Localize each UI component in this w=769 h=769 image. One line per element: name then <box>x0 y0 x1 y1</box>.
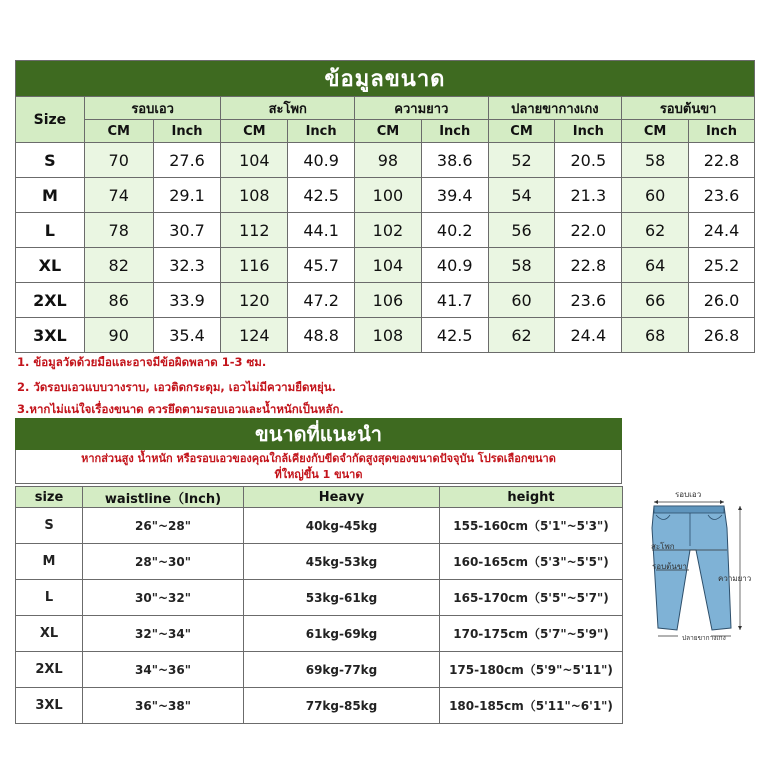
size-row <box>16 248 755 283</box>
rec-size: XL <box>16 616 83 652</box>
value-cm: 60 <box>622 178 689 213</box>
recommend-advice-line2: ที่ใหญ่ขึ้น 1 ขนาด <box>274 468 363 481</box>
value-inch: 22.0 <box>555 213 622 248</box>
value-cm: 66 <box>622 283 689 318</box>
size-row <box>16 178 755 213</box>
rec-height: 175-180cm（5'9"~5'11") <box>440 652 623 688</box>
value-inch: 22.8 <box>555 248 622 283</box>
value-inch: 42.5 <box>421 318 488 353</box>
diagram-label-waist: รอบเอว <box>675 490 702 499</box>
size-chart-rows <box>16 143 755 353</box>
unit-header-inch: Inch <box>288 120 355 143</box>
note-choose-by-waist: 3.หากไม่แน่ใจเรื่องขนาด ควรยึดตามรอบเอวและน้ำหนักเป็นหลัก. <box>17 402 344 416</box>
value-cm: 62 <box>622 213 689 248</box>
value-cm: 120 <box>221 283 288 318</box>
rec-weight: 61kg-69kg <box>244 616 440 652</box>
value-cm: 58 <box>488 248 555 283</box>
value-inch: 24.4 <box>689 213 755 248</box>
rec-height: 170-175cm（5'7"~5'9") <box>440 616 623 652</box>
value-inch: 42.5 <box>288 178 355 213</box>
size-chart-title: ข้อมูลขนาด <box>16 61 755 97</box>
rec-waistline: 36"~38" <box>83 688 244 724</box>
value-cm: 60 <box>488 283 555 318</box>
group-header-hem: ปลายขากางเกง <box>488 97 622 120</box>
unit-header-cm: CM <box>355 120 422 143</box>
size-row <box>16 213 755 248</box>
value-inch: 22.8 <box>689 143 755 178</box>
value-inch: 23.6 <box>555 283 622 318</box>
group-header-thigh: รอบต้นขา <box>622 97 755 120</box>
unit-header-cm: CM <box>221 120 288 143</box>
value-cm: 116 <box>221 248 288 283</box>
rec-height: 180-185cm（5'11"~6'1") <box>440 688 623 724</box>
value-inch: 41.7 <box>421 283 488 318</box>
value-cm: 112 <box>221 213 288 248</box>
rec-size: 3XL <box>16 688 83 724</box>
unit-header-cm: CM <box>622 120 689 143</box>
rec-header-height: height <box>440 487 623 508</box>
value-cm: 104 <box>221 143 288 178</box>
value-inch: 44.1 <box>288 213 355 248</box>
value-inch: 30.7 <box>153 213 221 248</box>
unit-header-cm: CM <box>84 120 153 143</box>
size-label: M <box>16 178 85 213</box>
rec-weight: 53kg-61kg <box>244 580 440 616</box>
value-inch: 32.3 <box>153 248 221 283</box>
rec-waistline: 32"~34" <box>83 616 244 652</box>
size-label: L <box>16 213 85 248</box>
rec-height: 155-160cm（5'1"~5'3") <box>440 508 623 544</box>
rec-waistline: 34"~36" <box>83 652 244 688</box>
value-cm: 108 <box>355 318 422 353</box>
jeans-measurement-diagram <box>632 488 757 646</box>
recommend-rows <box>16 508 623 724</box>
value-cm: 102 <box>355 213 422 248</box>
size-label: 2XL <box>16 283 85 318</box>
rec-weight: 45kg-53kg <box>244 544 440 580</box>
value-inch: 20.5 <box>555 143 622 178</box>
note-measurement-error: 1. ข้อมูลวัดด้วยมือและอาจมีข้อผิดพลาด 1-3 ซม. <box>17 355 267 369</box>
recommend-row <box>16 508 623 544</box>
recommend-row <box>16 652 623 688</box>
value-inch: 26.0 <box>689 283 755 318</box>
rec-weight: 40kg-45kg <box>244 508 440 544</box>
value-cm: 64 <box>622 248 689 283</box>
value-cm: 100 <box>355 178 422 213</box>
rec-weight: 77kg-85kg <box>244 688 440 724</box>
recommend-advice <box>15 450 622 484</box>
size-row <box>16 143 755 178</box>
value-inch: 33.9 <box>153 283 221 318</box>
value-cm: 68 <box>622 318 689 353</box>
value-cm: 98 <box>355 143 422 178</box>
rec-size: M <box>16 544 83 580</box>
value-inch: 40.9 <box>421 248 488 283</box>
unit-header-inch: Inch <box>689 120 755 143</box>
recommend-row <box>16 580 623 616</box>
rec-waistline: 28"~30" <box>83 544 244 580</box>
recommend-advice-line1: หากส่วนสูง น้ำหนัก หรือรอบเอวของคุณใกล้เคียงกับขีดจำกัดสูงสุดของขนาดปัจจุบัน โปรดเลือกขนาด <box>81 452 556 465</box>
value-cm: 106 <box>355 283 422 318</box>
unit-header-inch: Inch <box>555 120 622 143</box>
recommend-table <box>15 486 623 724</box>
rec-waistline: 30"~32" <box>83 580 244 616</box>
value-cm: 86 <box>84 283 153 318</box>
recommend-title: ขนาดที่แนะนำ <box>15 418 622 450</box>
value-inch: 25.2 <box>689 248 755 283</box>
rec-weight: 69kg-77kg <box>244 652 440 688</box>
value-cm: 90 <box>84 318 153 353</box>
value-cm: 70 <box>84 143 153 178</box>
rec-waistline: 26"~28" <box>83 508 244 544</box>
value-cm: 108 <box>221 178 288 213</box>
value-inch: 29.1 <box>153 178 221 213</box>
diagram-label-hem: ปลายขากางเกง <box>682 634 726 642</box>
value-inch: 24.4 <box>555 318 622 353</box>
size-label: 3XL <box>16 318 85 353</box>
value-cm: 104 <box>355 248 422 283</box>
rec-header-waistline: waistline（Inch) <box>83 487 244 508</box>
unit-header-inch: Inch <box>421 120 488 143</box>
rec-size: 2XL <box>16 652 83 688</box>
size-column-header: Size <box>16 97 85 143</box>
value-inch: 48.8 <box>288 318 355 353</box>
value-cm: 56 <box>488 213 555 248</box>
value-inch: 27.6 <box>153 143 221 178</box>
value-cm: 58 <box>622 143 689 178</box>
rec-height: 165-170cm（5'5"~5'7") <box>440 580 623 616</box>
value-inch: 38.6 <box>421 143 488 178</box>
group-header-waist: รอบเอว <box>84 97 221 120</box>
size-chart-table <box>15 60 755 353</box>
value-cm: 78 <box>84 213 153 248</box>
value-inch: 47.2 <box>288 283 355 318</box>
rec-size: L <box>16 580 83 616</box>
rec-size: S <box>16 508 83 544</box>
value-cm: 74 <box>84 178 153 213</box>
recommend-row <box>16 616 623 652</box>
rec-height: 160-165cm（5'3"~5'5") <box>440 544 623 580</box>
rec-header-heavy: Heavy <box>244 487 440 508</box>
value-cm: 54 <box>488 178 555 213</box>
value-cm: 82 <box>84 248 153 283</box>
value-inch: 40.2 <box>421 213 488 248</box>
value-inch: 40.9 <box>288 143 355 178</box>
size-label: XL <box>16 248 85 283</box>
note-waist-flat: 2. วัดรอบเอวแบบวางราบ, เอวติดกระดุม, เอวไม่มีความยืดหยุ่น. <box>17 380 336 394</box>
unit-header-inch: Inch <box>153 120 221 143</box>
value-inch: 23.6 <box>689 178 755 213</box>
value-inch: 45.7 <box>288 248 355 283</box>
group-header-length: ความยาว <box>355 97 489 120</box>
size-label: S <box>16 143 85 178</box>
diagram-label-hip: สะโพก <box>651 542 675 551</box>
rec-header-size: size <box>16 487 83 508</box>
size-row <box>16 283 755 318</box>
unit-header-cm: CM <box>488 120 555 143</box>
value-inch: 39.4 <box>421 178 488 213</box>
recommend-row <box>16 544 623 580</box>
recommend-row <box>16 688 623 724</box>
value-cm: 62 <box>488 318 555 353</box>
jeans-illustration <box>632 488 757 646</box>
value-inch: 35.4 <box>153 318 221 353</box>
value-inch: 21.3 <box>555 178 622 213</box>
value-cm: 52 <box>488 143 555 178</box>
diagram-label-thigh: รอบต้นขา <box>652 562 687 571</box>
value-inch: 26.8 <box>689 318 755 353</box>
size-row <box>16 318 755 353</box>
value-cm: 124 <box>221 318 288 353</box>
diagram-label-length: ความยาว <box>718 574 752 583</box>
group-header-hip: สะโพก <box>221 97 355 120</box>
